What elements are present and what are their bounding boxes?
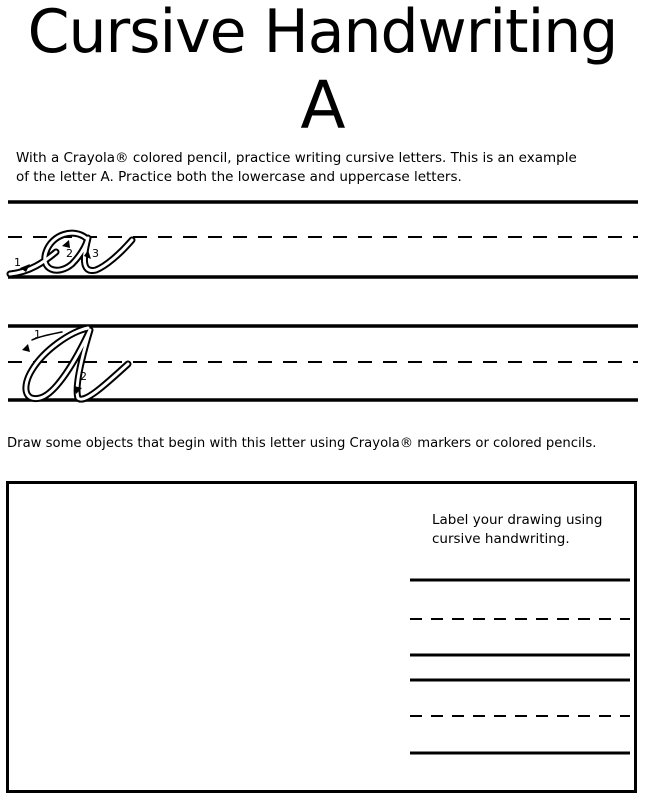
featured-letter: A xyxy=(300,67,345,144)
drawing-prompt: Draw some objects that begin with this letter using Crayola® markers or colored pencils. xyxy=(7,436,597,451)
stroke-number: 2 xyxy=(80,370,87,383)
stroke-number: 1 xyxy=(34,328,41,341)
label-instructions-line-2: cursive handwriting. xyxy=(432,531,570,547)
stroke-number: 2 xyxy=(66,247,73,260)
label-instructions-line-1: Label your drawing using xyxy=(432,512,603,528)
stroke-number: 1 xyxy=(14,256,21,269)
page-title: Cursive Handwriting xyxy=(27,0,618,67)
practice-area xyxy=(0,190,645,410)
instructions-line-2: of the letter A. Practice both the lowercase and uppercase letters. xyxy=(16,169,462,185)
label-writing-lines xyxy=(0,560,645,770)
stroke-number: 3 xyxy=(92,247,99,260)
instructions-line-1: With a Crayola® colored pencil, practice writing cursive letters. This is an example xyxy=(16,150,577,166)
instructions xyxy=(16,149,626,187)
label-instructions xyxy=(432,511,632,549)
